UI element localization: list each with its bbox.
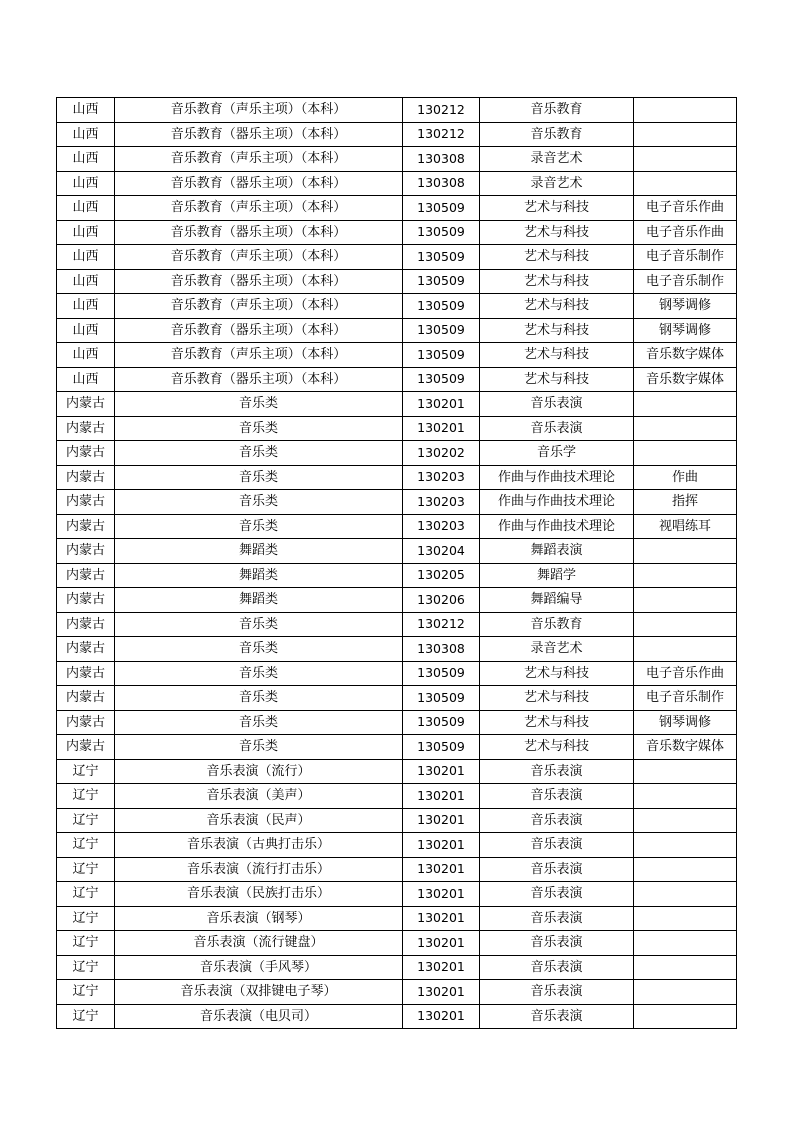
province-cell: 内蒙古: [57, 563, 115, 588]
major-code-cell: 130201: [403, 980, 480, 1005]
direction-cell: [634, 98, 737, 123]
direction-cell: [634, 416, 737, 441]
major-name-cell: 艺术与科技: [480, 318, 634, 343]
major-code-cell: 130201: [403, 392, 480, 417]
table-row: [57, 710, 737, 735]
direction-cell: 指挥: [634, 490, 737, 515]
category-cell: 音乐类: [115, 686, 403, 711]
category-cell: 音乐教育（器乐主项）（本科）: [115, 171, 403, 196]
major-name-cell: 作曲与作曲技术理论: [480, 514, 634, 539]
province-cell: 内蒙古: [57, 612, 115, 637]
table-row: [57, 490, 737, 515]
table-row: [57, 1004, 737, 1029]
major-name-cell: 舞蹈学: [480, 563, 634, 588]
direction-cell: [634, 1004, 737, 1029]
direction-cell: [634, 539, 737, 564]
major-code-cell: 130203: [403, 490, 480, 515]
category-cell: 音乐教育（器乐主项）（本科）: [115, 318, 403, 343]
province-cell: 山西: [57, 343, 115, 368]
table-row: [57, 686, 737, 711]
major-code-cell: 130203: [403, 465, 480, 490]
category-cell: 音乐表演（流行键盘）: [115, 931, 403, 956]
major-code-cell: 130205: [403, 563, 480, 588]
category-cell: 音乐类: [115, 392, 403, 417]
major-name-cell: 音乐表演: [480, 931, 634, 956]
province-cell: 山西: [57, 367, 115, 392]
direction-cell: [634, 906, 737, 931]
category-cell: 音乐表演（钢琴）: [115, 906, 403, 931]
major-name-cell: 艺术与科技: [480, 735, 634, 760]
table-row: [57, 245, 737, 270]
major-name-cell: 舞蹈编导: [480, 588, 634, 613]
category-cell: 音乐教育（声乐主项）（本科）: [115, 245, 403, 270]
major-name-cell: 录音艺术: [480, 147, 634, 172]
direction-cell: [634, 171, 737, 196]
table-row: [57, 661, 737, 686]
table-row: [57, 955, 737, 980]
major-code-cell: 130509: [403, 318, 480, 343]
major-name-cell: 艺术与科技: [480, 686, 634, 711]
major-code-cell: 130201: [403, 784, 480, 809]
category-cell: 音乐教育（器乐主项）（本科）: [115, 269, 403, 294]
major-code-cell: 130201: [403, 1004, 480, 1029]
major-code-cell: 130201: [403, 931, 480, 956]
province-cell: 内蒙古: [57, 588, 115, 613]
table-row: [57, 563, 737, 588]
major-code-cell: 130509: [403, 220, 480, 245]
major-name-cell: 艺术与科技: [480, 245, 634, 270]
major-code-cell: 130308: [403, 637, 480, 662]
major-code-cell: 130204: [403, 539, 480, 564]
province-cell: 内蒙古: [57, 490, 115, 515]
province-cell: 山西: [57, 318, 115, 343]
major-code-cell: 130203: [403, 514, 480, 539]
table-row: [57, 931, 737, 956]
table-row: [57, 882, 737, 907]
major-name-cell: 音乐学: [480, 441, 634, 466]
major-table-body: [57, 98, 737, 1029]
direction-cell: [634, 931, 737, 956]
major-name-cell: 音乐教育: [480, 612, 634, 637]
table-row: [57, 171, 737, 196]
category-cell: 音乐类: [115, 465, 403, 490]
province-cell: 山西: [57, 98, 115, 123]
major-code-cell: 130201: [403, 955, 480, 980]
province-cell: 辽宁: [57, 857, 115, 882]
major-code-cell: 130509: [403, 343, 480, 368]
category-cell: 音乐教育（声乐主项）（本科）: [115, 343, 403, 368]
table-row: [57, 318, 737, 343]
major-code-cell: 130509: [403, 735, 480, 760]
province-cell: 山西: [57, 147, 115, 172]
category-cell: 音乐类: [115, 735, 403, 760]
province-cell: 辽宁: [57, 955, 115, 980]
major-code-cell: 130212: [403, 612, 480, 637]
table-row: [57, 416, 737, 441]
province-cell: 内蒙古: [57, 465, 115, 490]
major-name-cell: 音乐教育: [480, 98, 634, 123]
direction-cell: [634, 147, 737, 172]
major-name-cell: 音乐表演: [480, 857, 634, 882]
direction-cell: 电子音乐制作: [634, 245, 737, 270]
direction-cell: 电子音乐制作: [634, 269, 737, 294]
table-row: [57, 343, 737, 368]
table-row: [57, 269, 737, 294]
major-name-cell: 音乐表演: [480, 808, 634, 833]
major-name-cell: 录音艺术: [480, 171, 634, 196]
table-row: [57, 122, 737, 147]
major-code-cell: 130201: [403, 808, 480, 833]
major-name-cell: 音乐表演: [480, 416, 634, 441]
major-name-cell: 音乐表演: [480, 833, 634, 858]
province-cell: 山西: [57, 171, 115, 196]
direction-cell: [634, 882, 737, 907]
major-code-cell: 130212: [403, 98, 480, 123]
major-name-cell: 音乐教育: [480, 122, 634, 147]
direction-cell: [634, 808, 737, 833]
major-code-cell: 130201: [403, 882, 480, 907]
major-code-cell: 130308: [403, 147, 480, 172]
table-row: [57, 98, 737, 123]
major-code-cell: 130212: [403, 122, 480, 147]
table-row: [57, 980, 737, 1005]
major-table: [56, 97, 737, 1029]
category-cell: 音乐教育（器乐主项）（本科）: [115, 367, 403, 392]
direction-cell: 钢琴调修: [634, 294, 737, 319]
category-cell: 音乐类: [115, 710, 403, 735]
direction-cell: [634, 122, 737, 147]
table-row: [57, 196, 737, 221]
table-row: [57, 147, 737, 172]
major-code-cell: 130509: [403, 294, 480, 319]
table-row: [57, 612, 737, 637]
province-cell: 内蒙古: [57, 441, 115, 466]
major-code-cell: 130202: [403, 441, 480, 466]
province-cell: 山西: [57, 269, 115, 294]
major-name-cell: 音乐表演: [480, 784, 634, 809]
category-cell: 音乐类: [115, 416, 403, 441]
direction-cell: 钢琴调修: [634, 318, 737, 343]
category-cell: 音乐表演（流行打击乐）: [115, 857, 403, 882]
province-cell: 内蒙古: [57, 637, 115, 662]
category-cell: 音乐教育（声乐主项）（本科）: [115, 294, 403, 319]
category-cell: 音乐表演（美声）: [115, 784, 403, 809]
major-name-cell: 音乐表演: [480, 759, 634, 784]
province-cell: 内蒙古: [57, 392, 115, 417]
major-code-cell: 130509: [403, 661, 480, 686]
category-cell: 音乐教育（声乐主项）（本科）: [115, 147, 403, 172]
direction-cell: [634, 980, 737, 1005]
province-cell: 辽宁: [57, 1004, 115, 1029]
major-name-cell: 艺术与科技: [480, 710, 634, 735]
major-name-cell: 音乐表演: [480, 955, 634, 980]
direction-cell: [634, 563, 737, 588]
direction-cell: 视唱练耳: [634, 514, 737, 539]
table-row: [57, 808, 737, 833]
province-cell: 辽宁: [57, 931, 115, 956]
province-cell: 内蒙古: [57, 735, 115, 760]
table-row: [57, 588, 737, 613]
table-row: [57, 637, 737, 662]
category-cell: 音乐表演（电贝司）: [115, 1004, 403, 1029]
table-row: [57, 906, 737, 931]
table-row: [57, 857, 737, 882]
table-row: [57, 220, 737, 245]
major-name-cell: 艺术与科技: [480, 367, 634, 392]
major-code-cell: 130201: [403, 906, 480, 931]
category-cell: 音乐类: [115, 661, 403, 686]
major-name-cell: 舞蹈表演: [480, 539, 634, 564]
major-name-cell: 艺术与科技: [480, 269, 634, 294]
province-cell: 辽宁: [57, 833, 115, 858]
province-cell: 内蒙古: [57, 539, 115, 564]
major-code-cell: 130201: [403, 759, 480, 784]
table-row: [57, 539, 737, 564]
category-cell: 音乐教育（声乐主项）（本科）: [115, 98, 403, 123]
table-row: [57, 392, 737, 417]
category-cell: 音乐教育（器乐主项）（本科）: [115, 122, 403, 147]
direction-cell: 电子音乐作曲: [634, 661, 737, 686]
major-code-cell: 130509: [403, 196, 480, 221]
direction-cell: [634, 392, 737, 417]
major-code-cell: 130201: [403, 857, 480, 882]
major-code-cell: 130509: [403, 245, 480, 270]
direction-cell: 音乐数字媒体: [634, 735, 737, 760]
province-cell: 内蒙古: [57, 710, 115, 735]
direction-cell: [634, 612, 737, 637]
category-cell: 音乐教育（器乐主项）（本科）: [115, 220, 403, 245]
major-name-cell: 艺术与科技: [480, 661, 634, 686]
direction-cell: 音乐数字媒体: [634, 343, 737, 368]
major-name-cell: 音乐表演: [480, 906, 634, 931]
province-cell: 辽宁: [57, 808, 115, 833]
province-cell: 内蒙古: [57, 686, 115, 711]
major-code-cell: 130509: [403, 269, 480, 294]
major-name-cell: 音乐表演: [480, 392, 634, 417]
table-row: [57, 294, 737, 319]
major-code-cell: 130509: [403, 710, 480, 735]
province-cell: 辽宁: [57, 906, 115, 931]
major-code-cell: 130201: [403, 416, 480, 441]
province-cell: 内蒙古: [57, 416, 115, 441]
province-cell: 山西: [57, 122, 115, 147]
category-cell: 音乐类: [115, 441, 403, 466]
major-code-cell: 130206: [403, 588, 480, 613]
category-cell: 音乐类: [115, 612, 403, 637]
major-name-cell: 艺术与科技: [480, 294, 634, 319]
direction-cell: [634, 955, 737, 980]
category-cell: 音乐表演（古典打击乐）: [115, 833, 403, 858]
direction-cell: 电子音乐作曲: [634, 196, 737, 221]
category-cell: 音乐表演（流行）: [115, 759, 403, 784]
table-row: [57, 833, 737, 858]
direction-cell: [634, 588, 737, 613]
direction-cell: 钢琴调修: [634, 710, 737, 735]
major-name-cell: 作曲与作曲技术理论: [480, 465, 634, 490]
table-row: [57, 441, 737, 466]
direction-cell: [634, 833, 737, 858]
major-name-cell: 音乐表演: [480, 1004, 634, 1029]
category-cell: 舞蹈类: [115, 563, 403, 588]
province-cell: 内蒙古: [57, 661, 115, 686]
major-name-cell: 艺术与科技: [480, 343, 634, 368]
direction-cell: [634, 637, 737, 662]
province-cell: 山西: [57, 196, 115, 221]
major-code-cell: 130201: [403, 833, 480, 858]
direction-cell: [634, 784, 737, 809]
major-name-cell: 音乐表演: [480, 980, 634, 1005]
major-code-cell: 130509: [403, 367, 480, 392]
table-row: [57, 465, 737, 490]
province-cell: 山西: [57, 294, 115, 319]
province-cell: 内蒙古: [57, 514, 115, 539]
category-cell: 舞蹈类: [115, 539, 403, 564]
major-name-cell: 艺术与科技: [480, 196, 634, 221]
major-name-cell: 录音艺术: [480, 637, 634, 662]
table-row: [57, 784, 737, 809]
major-name-cell: 作曲与作曲技术理论: [480, 490, 634, 515]
province-cell: 山西: [57, 245, 115, 270]
direction-cell: 电子音乐制作: [634, 686, 737, 711]
major-code-cell: 130308: [403, 171, 480, 196]
major-code-cell: 130509: [403, 686, 480, 711]
direction-cell: 电子音乐作曲: [634, 220, 737, 245]
direction-cell: 音乐数字媒体: [634, 367, 737, 392]
category-cell: 音乐表演（民族打击乐）: [115, 882, 403, 907]
direction-cell: [634, 441, 737, 466]
province-cell: 辽宁: [57, 784, 115, 809]
table-row: [57, 367, 737, 392]
category-cell: 音乐类: [115, 490, 403, 515]
category-cell: 音乐表演（手风琴）: [115, 955, 403, 980]
province-cell: 山西: [57, 220, 115, 245]
category-cell: 舞蹈类: [115, 588, 403, 613]
category-cell: 音乐教育（声乐主项）（本科）: [115, 196, 403, 221]
province-cell: 辽宁: [57, 980, 115, 1005]
table-row: [57, 759, 737, 784]
major-name-cell: 艺术与科技: [480, 220, 634, 245]
table-row: [57, 735, 737, 760]
category-cell: 音乐类: [115, 514, 403, 539]
category-cell: 音乐表演（双排键电子琴）: [115, 980, 403, 1005]
direction-cell: 作曲: [634, 465, 737, 490]
major-name-cell: 音乐表演: [480, 882, 634, 907]
category-cell: 音乐表演（民声）: [115, 808, 403, 833]
province-cell: 辽宁: [57, 759, 115, 784]
direction-cell: [634, 857, 737, 882]
category-cell: 音乐类: [115, 637, 403, 662]
province-cell: 辽宁: [57, 882, 115, 907]
direction-cell: [634, 759, 737, 784]
table-row: [57, 514, 737, 539]
